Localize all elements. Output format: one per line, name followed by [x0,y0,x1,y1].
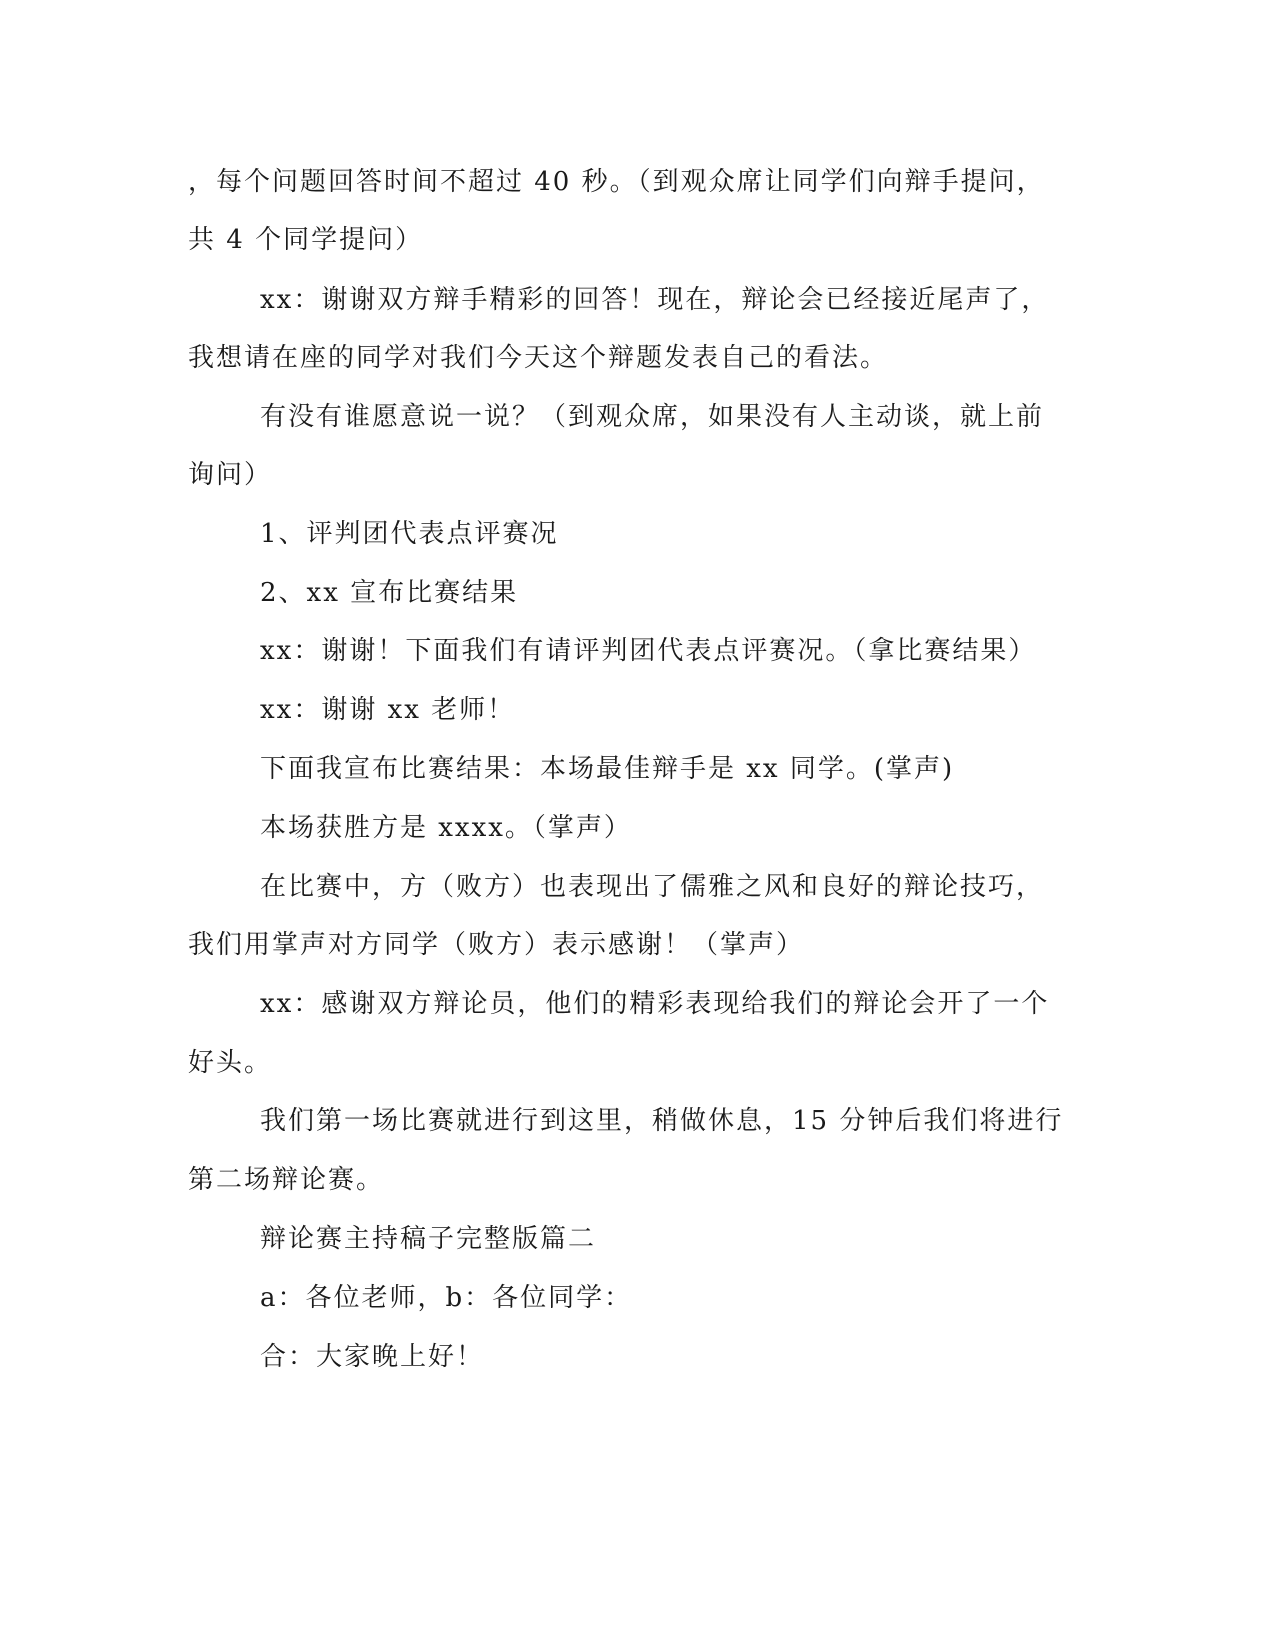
list-item: 1、评判团代表点评赛况 [260,519,559,549]
text-line: xx：谢谢双方辩手精彩的回答！现在，辩论会已经接近尾声了， [260,285,1050,315]
text-line: 共 4 个同学提问） [188,225,424,255]
text-line: 我想请在座的同学对我们今天这个辩题发表自己的看法。 [188,343,889,373]
text-line: xx：谢谢！下面我们有请评判团代表点评赛况。（拿比赛结果） [260,636,1037,666]
text-line: 第二场辩论赛。 [188,1165,385,1195]
text-line: a：各位老师，b：各位同学： [260,1283,633,1313]
text-line: 本场获胜方是 xxxx。（掌声） [260,813,632,843]
text-line: 合：大家晚上好！ [260,1342,485,1372]
text-line: 好头。 [188,1048,273,1078]
text-line: xx：谢谢 xx 老师！ [260,695,516,725]
text-line: 下面我宣布比赛结果：本场最佳辩手是 xx 同学。(掌声) [260,754,955,784]
text-line: ，每个问题回答时间不超过 40 秒。（到观众席让同学们向辩手提问， [188,167,1045,197]
list-item: 2、xx 宣布比赛结果 [260,578,519,608]
text-line: 我们第一场比赛就进行到这里，稍做休息，15 分钟后我们将进行 [260,1106,1064,1136]
text-line: 我们用掌声对方同学（败方）表示感谢！（掌声） [188,930,805,960]
text-line: 询问） [188,460,273,490]
text-line: 有没有谁愿意说一说？（到观众席，如果没有人主动谈，就上前 [260,402,1045,432]
section-heading: 辩论赛主持稿子完整版篇二 [260,1224,597,1254]
text-line: xx：感谢双方辩论员，他们的精彩表现给我们的辩论会开了一个 [260,989,1050,1019]
text-line: 在比赛中，方（败方）也表现出了儒雅之风和良好的辩论技巧， [260,872,1045,902]
